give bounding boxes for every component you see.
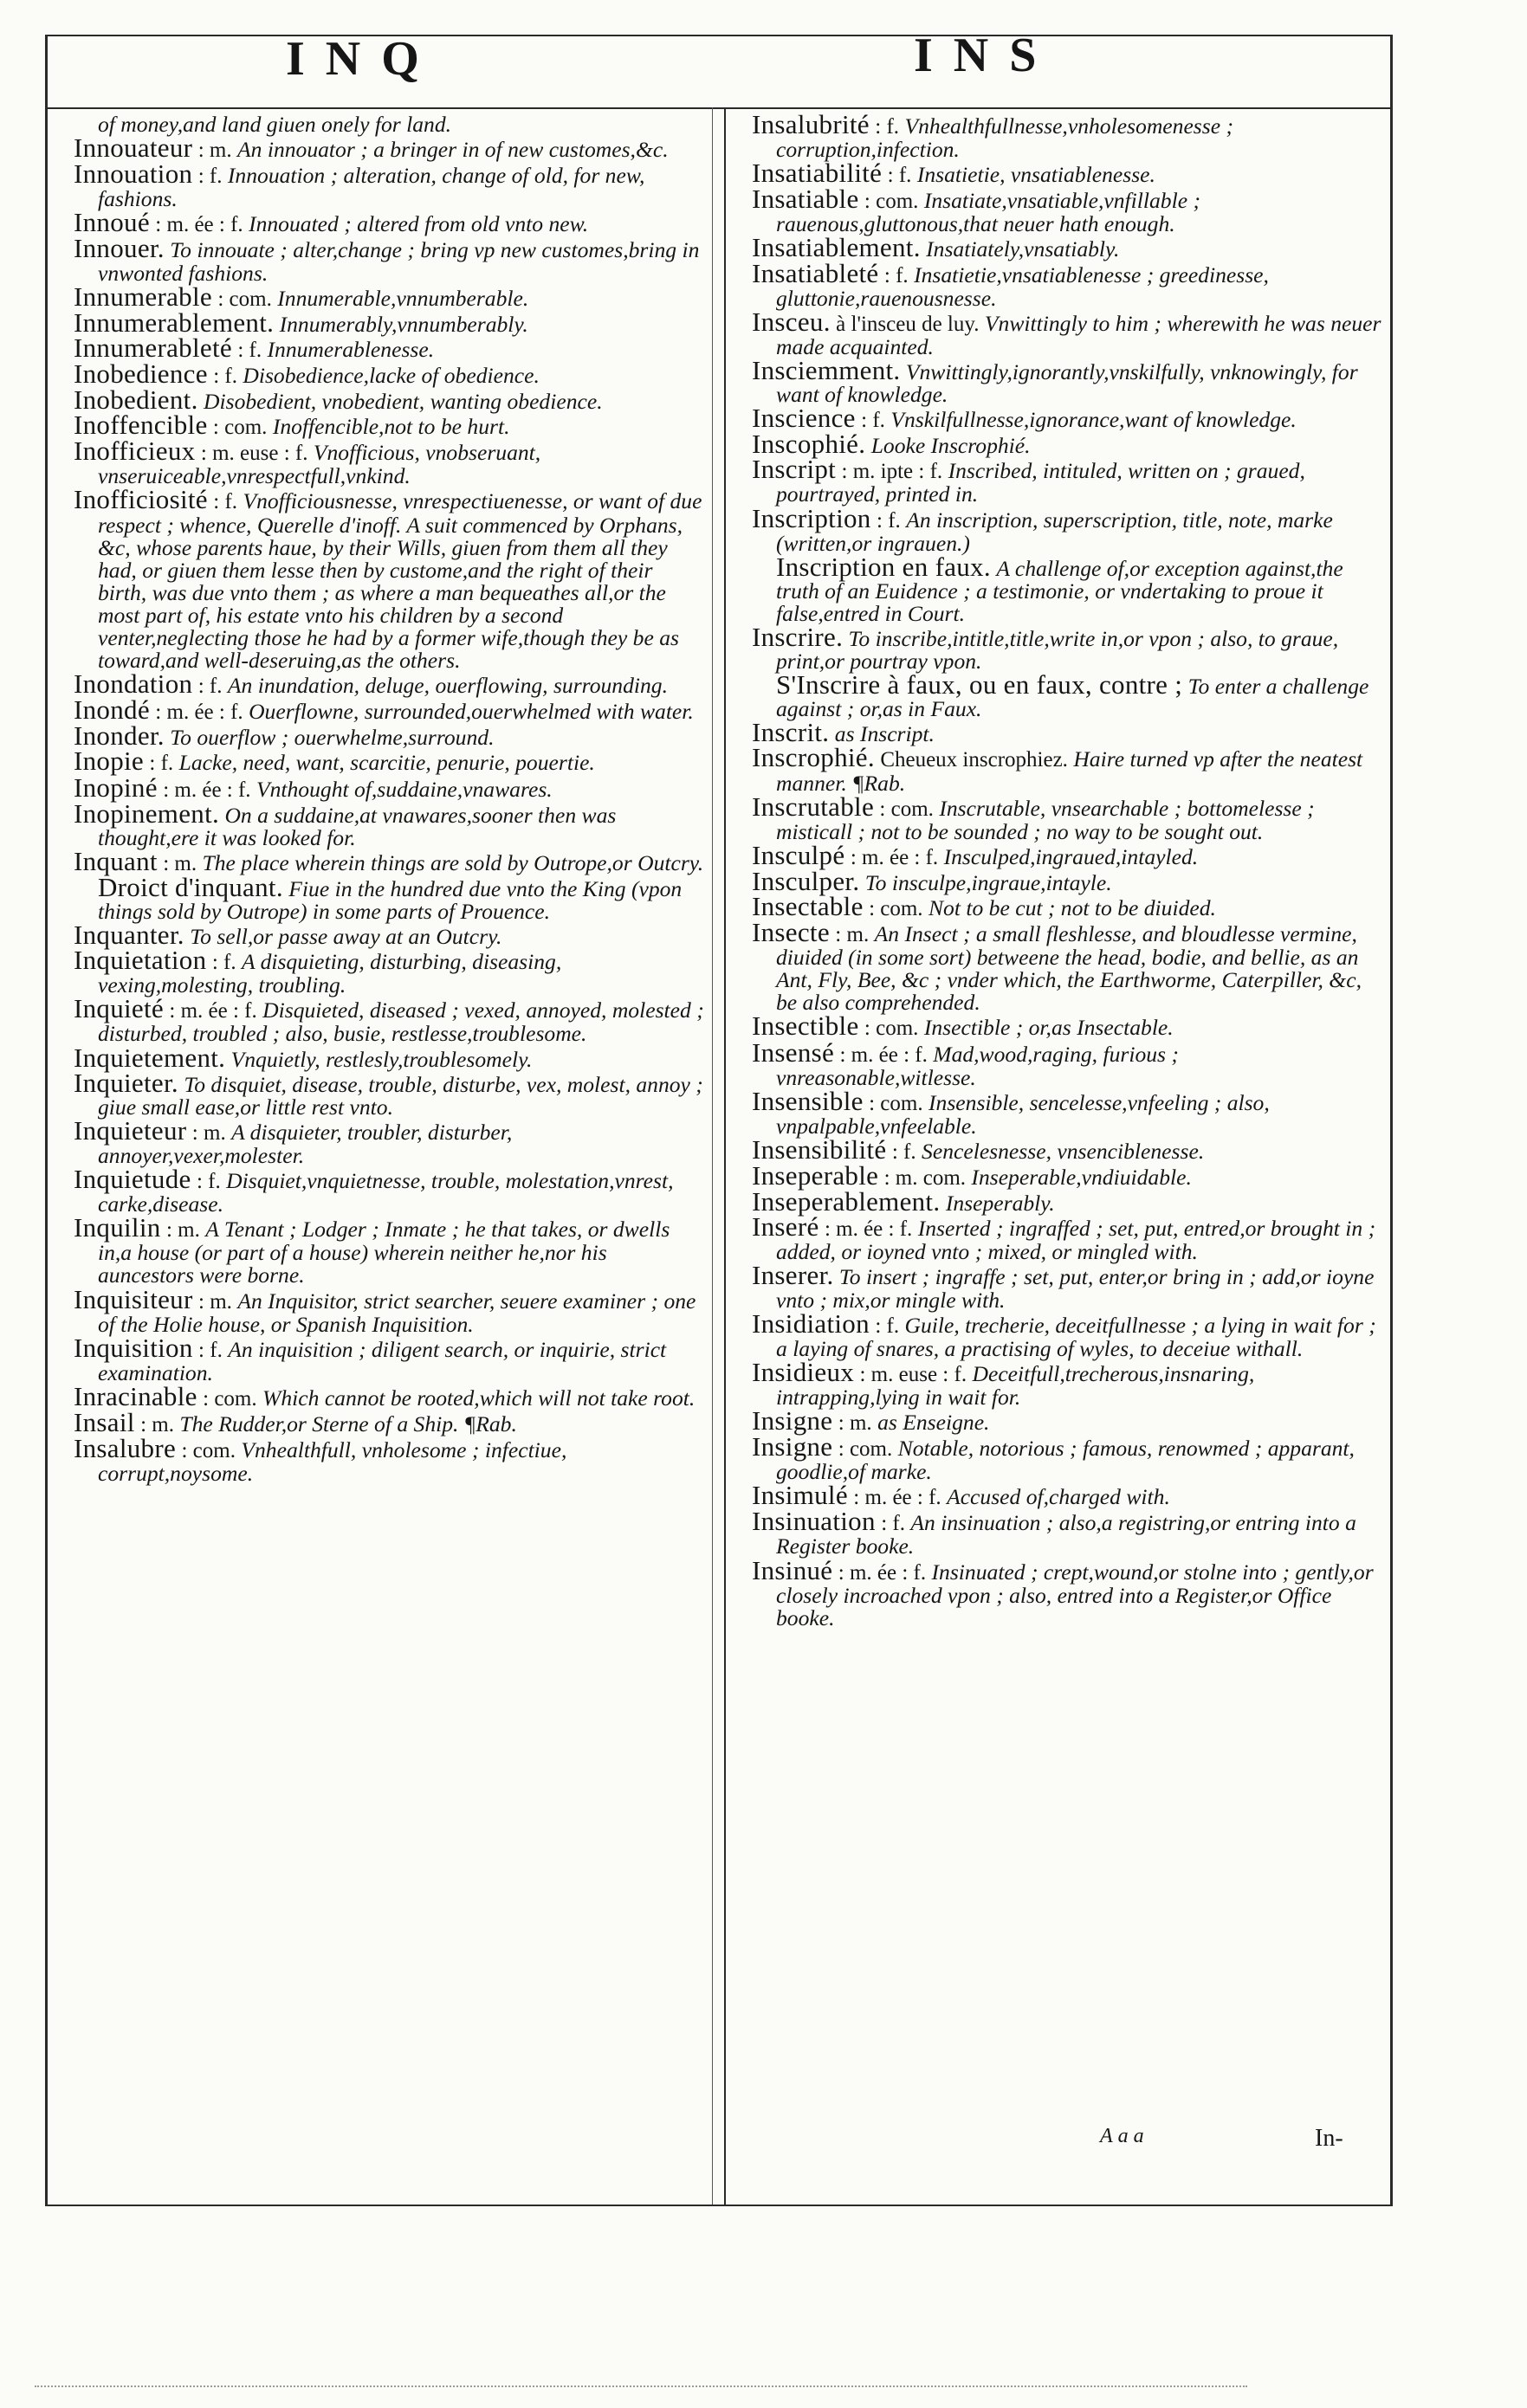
entry-headword: Innouer. [74,233,165,264]
entry-definition: A challenge of,or exception against,the truth of an Euidence ; a testimonie, or vndertaking to proue it false,entred in Court. [776,555,1343,626]
entry-definition: Mad,wood,raging, furious ; vnreasonable,witlesse. [776,1041,1179,1090]
entry-headword: Insecte [752,917,830,948]
entry-grammar: : f. [875,115,900,139]
dictionary-entry [752,306,1384,359]
entry-grammar: : f. [861,409,885,433]
entry-definition: An inscription, superscription, title, note, marke (written,or ingrauen.) [776,507,1333,556]
entry-headword: Inopiné [74,771,158,803]
entry-definition: A disquieter, troubler, disturber, annoyer,vexer,molester. [98,1119,513,1168]
entry-headword: Inquant [74,845,158,876]
running-head-left: INQ [286,32,440,86]
dictionary-entry [752,257,1384,311]
entry-grammar: : com. [864,190,919,214]
entry-definition: To insert ; ingraffe ; set, put, enter,or bring in ; add,or ioyne vnto ; mix,or mingle with. [776,1264,1375,1313]
entry-definition: To enter a challenge against ; or,as in Faux. [776,674,1369,722]
column-rule-inner [712,107,713,2205]
entry-headword: Inquisition [74,1332,193,1363]
entry-definition: Inscribed, intituled, written on ; graued, pourtrayed, printed in. [776,458,1305,507]
dictionary-entry [752,454,1384,507]
dictionary-entry [752,1506,1384,1559]
entry-headword: Inofficieux [74,436,196,467]
entry-headword: Innumerableté [74,332,232,363]
entry-grammar: : m. [140,1412,174,1436]
entry-headword: Insensibilité [752,1133,887,1165]
entry-headword: Innoué [74,207,150,238]
dictionary-entry [752,791,1384,844]
entry-grammar: : m. ée : f. [839,1043,928,1067]
entry-grammar: : com. [217,287,272,311]
entry-definition: To ouerflow ; ouerwhelme,surround. [170,725,495,751]
entry-grammar: : m. [835,923,870,947]
dictionary-entry [74,945,706,998]
entry-headword: Insceu. [752,306,831,337]
entry-headword: Inscophié. [752,429,866,460]
entry-headword: Inquieteur [74,1114,187,1146]
entry-definition: To inscribe,intitle,title,write in,or vpon ; also, to graue, print,or pourtray vpon. [776,625,1339,675]
entry-definition: Sencelesnesse, vnsenciblenesse. [922,1138,1205,1164]
entry-headword: Innouateur [74,132,193,164]
entry-grammar: : f. [883,263,909,287]
dictionary-entry [74,1433,706,1487]
signature-mark: Aaa [1100,2125,1149,2147]
entry-definition: Inserted ; ingraffed ; set, put, entred,or brought in ; added, or ioyned vnto ; mixed, or mingled with. [776,1216,1376,1265]
entry-grammar: : f. [198,1338,223,1362]
entry-headword: Inseré [752,1211,819,1243]
entry-headword: Inondation [74,668,193,700]
entry-headword: Insalubrité [752,109,870,139]
entry-definition: Disquieted, diseased ; vexed, annoyed, molested ; disturbed, troubled ; also, busie, restlesse,troublesome. [98,997,704,1047]
left-column [74,113,706,1486]
entry-definition: An Insect ; a small fleshlesse, and bloudlesse vermine, diuided (in some sort) betweene the head, bodie, and bellie, as an Ant, Fly, Bee, &c ; vnder which, the Earthworme, Caterpiller, &c, be also comprehended. [776,921,1362,1016]
entry-grammar: : com. [838,1437,893,1462]
entry-definition: as Enseigne. [877,1409,990,1435]
entry-definition: Innouation ; alteration, change of old, for new, fashions. [98,163,645,212]
entry-definition: An innouator ; a bringer in of new customes,&c. [237,137,669,163]
entry-grammar: : m. ée : f. [838,1560,927,1585]
entry-headword: Inscrire. [752,621,844,652]
dictionary-entry [74,993,706,1047]
entry-grammar: : com. [212,416,268,440]
entry-definition: To sell,or passe away at an Outcry. [190,924,502,950]
entry-grammar: : f. [237,338,262,362]
entry-grammar: Cheueux inscrophiez. [880,748,1068,772]
entry-definition: A disquieting, disturbing, diseasing, vexing,molesting, troubling. [98,949,562,998]
entry-definition: Disobedience,lacke of obedience. [243,362,540,388]
entry-definition: Vnofficious, vnobseruant, vnseruiceable,vnrespectfull,vnkind. [98,440,541,489]
entry-definition: Vnofficiousnesse, vnrespectiuenesse, or want of due respect ; whence, Querelle d'inoff. A suit commenced by Orphans, &c, whose parents haue, by their Wills, giuen from them all they had, or giuen them lesse then by custome,and the right of their birth, was due vnto them ; as where a man bequeathes all,or the most part of, his estate vnto his children by a second venter,neglecting those he had by a former wife,though they be as toward,and well-deseruing,as the others. [98,488,702,674]
dictionary-entry [74,746,706,777]
entry-headword: Inopinement. [74,797,220,829]
dictionary-entry [752,742,1384,796]
dictionary-entry [74,871,706,924]
entry-definition: An Inquisitor, strict searcher, seuere examiner ; one of the Holie house, or Spanish Inquisition. [98,1288,696,1337]
dictionary-entry [74,158,706,212]
entry-grammar: : m. ée : f. [163,778,251,802]
entry-headword: Inscrit. [752,717,830,748]
entry-definition: To innouate ; alter,change ; bring vp new customes,bring in vnwonted fashions. [98,237,700,286]
entry-definition: Innumerably,vnnumberably. [279,311,528,337]
entry-grammar: : m. ée : f. [853,1486,941,1510]
entry-definition: Vnwittingly to him ; wherewith he was neuer made acquainted. [776,310,1381,359]
entry-headword: Inobedient. [74,384,198,416]
entry-headword: Inobedience [74,358,208,389]
entry-headword: Insail [74,1406,135,1437]
entry-definition: Accused of,charged with. [947,1484,1170,1510]
dictionary-entry [752,917,1384,1016]
column-rule [724,107,726,2205]
entry-headword: Insectable [752,891,864,921]
dictionary-entry [74,797,706,850]
entry-headword: Droict d'inquant. [98,871,283,902]
dictionary-entry [752,551,1384,626]
dictionary-entry [752,1431,1384,1485]
entry-headword: Inquieter. [74,1067,178,1098]
entry-definition: Vnhealthfullnesse,vnholesomenesse ; corruption,infection. [776,113,1234,163]
entry-headword: Inseperable [752,1160,879,1191]
entry-grammar: : m. [165,1218,200,1243]
entry-definition: Innumerable,vnnumberable. [277,285,529,311]
entry-headword: Inoffencible [74,410,208,441]
entry-headword: Innumerable [74,281,212,312]
entry-grammar: : f. [877,508,901,533]
dictionary-entry [74,668,706,700]
entry-grammar: : f. [887,164,912,188]
dictionary-entry [74,1212,706,1288]
header-rule [45,107,1393,109]
entry-headword: Insigne [752,1431,833,1462]
entry-grammar: : f. [213,490,238,514]
entry-definition: Fiue in the hundred due vnto the King (vpon things sold by Outrope) in some parts of Prouence. [98,875,683,924]
entry-headword: Insatiablement. [752,232,921,263]
entry-definition: Guile, trecherie, deceitfullnesse ; a lying in wait for ; a laying of snares, a practising of wyles, to deceiue withall. [776,1312,1376,1361]
entry-headword: Insatiabilité [752,158,883,189]
entry-definition: Insectible ; or,as Insectable. [923,1015,1174,1041]
entry-grammar: : m. euse : f. [200,442,308,466]
entry-grammar: : f. [875,1314,900,1338]
dictionary-entry [752,354,1384,408]
dictionary-entry [74,1114,706,1168]
entry-headword: Inserer. [752,1260,834,1291]
entry-definition: Vnquietly, restlesly,troublesomely. [230,1046,533,1072]
entry-headword: Insalubre [74,1433,177,1464]
entry-grammar: à l'insceu de luy. [836,312,980,336]
entry-headword: Innouation [74,158,193,190]
entry-grammar: : m. ée : f. [155,700,243,725]
dictionary-entry [74,694,706,726]
entry-headword: Inofficiosité [74,484,208,515]
entry-headword: Innumerablement. [74,307,275,338]
entry-grammar: : m. [197,139,232,163]
entry-definition: The place wherein things are sold by Outrope,or Outcry. [202,849,704,875]
entry-headword: Inquanter. [74,920,184,951]
bottom-rule [45,2205,1393,2206]
entry-definition: Notable, notorious ; famous, renowmed ; apparant, goodlie,of marke. [776,1436,1355,1485]
entry-definition: Insensible, sencelesse,vnfeeling ; also, vnpalpable,vnfeelable. [776,1089,1270,1139]
entry-definition: Looke Inscrophié. [870,433,1031,459]
entry-headword: Inracinable [74,1380,197,1411]
entry-definition: Insinuated ; crept,wound,or stolne into ; gently,or closely incroached vpon ; also, entred into a Register,or Office booke. [776,1559,1374,1630]
entry-definition: On a suddaine,at vnawares,sooner then was thought,ere it was looked for. [98,802,617,850]
entry-headword: Inquietude [74,1164,191,1195]
dictionary-entry [752,1307,1384,1361]
entry-headword: Insinuation [752,1506,876,1537]
entry-definition: The Rudder,or Sterne of a Ship. ¶Rab. [179,1411,517,1436]
entry-definition: of money,and land giuen onely for land. [98,112,452,137]
entry-headword: Insimulé [752,1480,848,1511]
entry-headword: Inquietation [74,945,207,976]
dictionary-entry [752,502,1384,556]
dictionary-entry [752,1085,1384,1139]
entry-headword: Insinué [752,1554,833,1585]
entry-grammar: : m. [198,1289,232,1314]
running-head-right: INS [914,29,1058,82]
dictionary-entry [752,1404,1384,1436]
dictionary-entry [74,436,706,489]
entry-headword: Insectible [752,1010,859,1042]
entry-definition: Which cannot be rooted,which will not take root. [262,1385,696,1411]
dictionary-entry [74,1332,706,1385]
bottom-speckle [35,2385,1247,2387]
entry-headword: Inonder. [74,720,165,752]
entry-definition: Haire turned vp after the neatest manner. ¶Rab. [776,746,1363,796]
entry-headword: Inscription en faux. [776,551,991,582]
entry-grammar: : f. [881,1512,905,1536]
entry-headword: Inquieté [74,993,164,1024]
entry-grammar: : f. [197,165,223,189]
dictionary-entry [74,233,706,286]
dictionary-entry [752,109,1384,163]
entry-grammar: : f. [149,752,174,776]
dictionary-entry [74,1067,706,1120]
dictionary-entry [752,1010,1384,1042]
entry-grammar: : m. euse : f. [859,1362,967,1386]
entry-grammar: : m. com. [883,1166,967,1191]
entry-grammar: : m. [838,1411,872,1435]
entry-headword: Inopie [74,746,144,777]
entry-definition: An insinuation ; also,a registring,or entring into a Register booke. [776,1510,1356,1559]
entry-grammar: : f. [197,675,223,699]
entry-definition: Inseperably. [945,1191,1055,1217]
entry-grammar: : f. [213,364,237,388]
entry-grammar: : f. [211,951,236,975]
dictionary-entry [752,891,1384,921]
entry-headword: Insigne [752,1404,833,1436]
dictionary-entry [74,1283,706,1337]
entry-headword: Inquilin [74,1212,161,1243]
dictionary-entry [752,1211,1384,1265]
entry-headword: Inscrutable [752,791,875,822]
dictionary-entry [74,484,706,674]
entry-definition: Insatiately,vnsatiably. [926,236,1120,262]
dictionary-entry [752,621,1384,675]
right-column [752,109,1384,1630]
entry-headword: Inscience [752,403,856,434]
entry-grammar: : m. ée : f. [155,213,243,237]
entry-grammar: : m. [163,851,197,875]
entry-headword: S'Inscrire à faux, ou en faux, contre ; [776,669,1183,700]
entry-grammar: : f. [891,1139,916,1164]
entry-headword: Inseperablement. [752,1186,941,1217]
entry-headword: Insculper. [752,865,860,896]
dictionary-entry [752,669,1384,722]
dictionary-entry [74,1380,706,1411]
entry-headword: Insculpé [752,839,845,870]
entry-headword: Insidiation [752,1307,870,1339]
dictionary-entry [74,720,706,752]
entry-headword: Inondé [74,694,150,726]
entry-definition: Vnthought of,suddaine,vnawares. [256,776,553,802]
entry-definition: Lacke, need, want, scarcitie, penurie, pouertie. [178,750,595,776]
entry-definition: Vnwittingly,ignorantly,vnskilfully, vnknowingly, for want of knowledge. [776,358,1358,408]
entry-definition: Insatiate,vnsatiable,vnfillable ; rauenous,gluttonous,that neuer hath enough. [776,188,1200,237]
dictionary-entry [74,207,706,238]
entry-grammar: : com. [869,897,923,920]
dictionary-entry [752,1260,1384,1313]
entry-grammar: : com. [879,797,934,821]
entry-definition: Inoffencible,not to be hurt. [272,414,510,440]
entry-grammar: : m. ée : f. [169,999,257,1023]
entry-grammar: : m. ipte : f. [841,460,943,484]
entry-definition: To disquiet, disease, trouble, disturbe, vex, molest, annoy ; giue small ease,or little rest vnto. [98,1071,703,1120]
entry-grammar: : com. [181,1439,236,1463]
entry-headword: Insatiable [752,184,859,215]
entry-headword: Inquietement. [74,1042,226,1073]
dictionary-entry [752,1554,1384,1630]
entry-grammar: : com. [864,1017,919,1041]
dictionary-entry [74,1164,706,1217]
entry-headword: Insensible [752,1085,864,1116]
dictionary-entry [752,184,1384,237]
entry-definition: Not to be cut ; not to be diuided. [928,895,1216,920]
entry-definition: A Tenant ; Lodger ; Inmate ; he that takes, or dwells in,a house (or part of a house) wherein neither he,nor his auncestors were borne. [98,1217,670,1288]
entry-headword: Inscript [752,454,837,485]
entry-grammar: : m. [191,1120,226,1145]
entry-definition: Innouated ; altered from old vnto new. [249,211,589,237]
top-rule [45,35,1393,36]
entry-definition: Inseperable,vndiuidable. [971,1165,1192,1191]
dictionary-entry [752,1036,1384,1090]
entry-definition: as Inscript. [834,721,935,747]
entry-definition: Insatietie,vnsatiablenesse ; greedinesse, gluttonie,rauenousnesse. [776,261,1269,311]
entry-grammar: : com. [203,1386,257,1411]
entry-definition: Vnhealthfull, vnholesome ; infectiue, corrupt,noysome. [98,1437,567,1487]
entry-headword: Inscrophié. [752,742,875,773]
entry-headword: Insciemment. [752,354,901,385]
entry-definition: Innumerablenesse. [267,336,435,362]
entry-definition: Inscrutable, vnsearchable ; bottomelesse ; misticall ; not to be sounded ; no way to be sought out. [776,795,1315,844]
entry-definition: Disquiet,vnquietnesse, trouble, molestation,vnrest, carke,disease. [98,1168,674,1217]
entry-headword: Insensé [752,1036,835,1068]
dictionary-entry [752,429,1384,460]
catchword: In- [1315,2125,1343,2152]
entry-definition: Insatietie, vnsatiablenesse. [916,162,1155,188]
entry-grammar: : f. [196,1170,221,1194]
entry-definition: Vnskilfullnesse,ignorance,want of knowledge. [890,407,1297,433]
entry-headword: Insidieux [752,1356,855,1387]
entry-definition: Disobedient, vnobedient, wanting obedience. [204,389,603,415]
entry-grammar: : m. ée : f. [850,845,939,869]
entry-headword: Inquisiteur [74,1283,193,1314]
entry-grammar: : m. ée : f. [824,1217,913,1242]
entry-headword: Inscription [752,502,871,533]
entry-definition: Deceitfull,trecherous,insnaring, intrapping,lying in wait for. [776,1360,1255,1410]
entry-definition: Ouerflowne, surrounded,ouerwhelmed with water. [249,699,694,725]
entry-definition: Insculped,ingraued,intayled. [943,843,1199,869]
entry-definition: To insculpe,ingraue,intayle. [864,869,1112,895]
dictionary-entry [752,1356,1384,1410]
entry-definition: An inundation, deluge, ouerflowing, surrounding. [227,673,668,699]
entry-grammar: : com. [869,1091,923,1115]
entry-headword: Insatiableté [752,257,879,288]
dictionary-entry [752,1186,1384,1217]
entry-definition: An inquisition ; diligent search, or inquirie, strict examination. [98,1336,667,1385]
